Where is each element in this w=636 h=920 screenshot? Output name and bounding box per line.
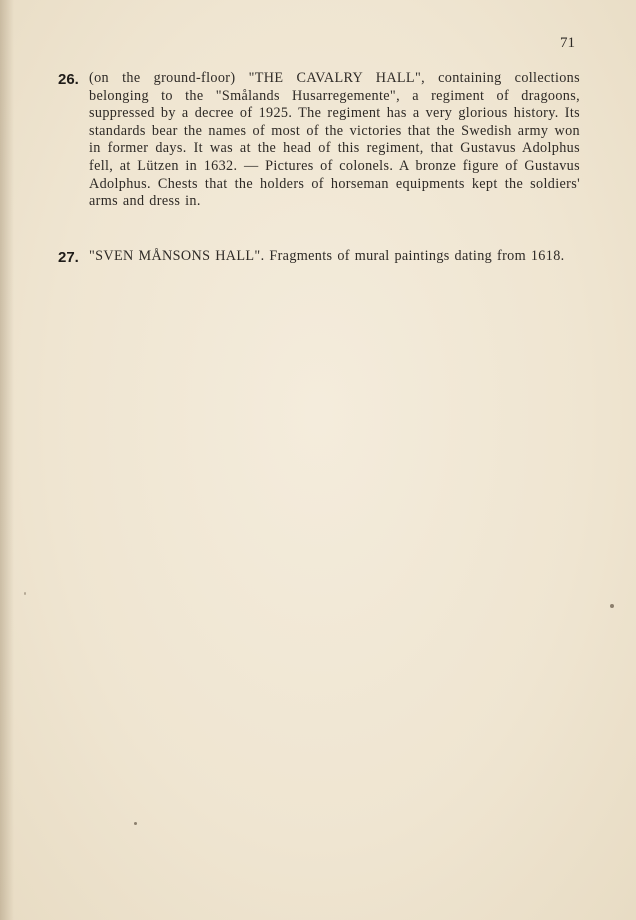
paper-speck	[134, 822, 137, 825]
entry-27	[58, 248, 580, 266]
paper-speck	[610, 604, 614, 608]
entry-text: (on the ground-floor) "THE CAVALRY HALL", containing collections belonging to the "Smålands Husarregemente", a regiment of dragoons, suppressed by a decree of 1925. The regiment has a very glorious history. Its standards bear the names of most of the victories that the Swedish army won in former days. It was at the head of this regiment, that Gustavus Adolphus fell, at Lützen in 1632. — Pictures of colonels. A bronze figure of Gustavus Adolphus. Chests that the holders of horseman equipments kept the soldiers' arms and dress in.	[89, 70, 580, 210]
entry-number: 27.	[58, 249, 79, 266]
paper-speck	[24, 592, 26, 595]
entry-26	[58, 70, 580, 211]
entry-text: "SVEN MÅNSONS HALL". Fragments of mural paintings dating from 1618.	[89, 248, 565, 264]
entry-number: 26.	[58, 71, 79, 88]
page-number: 71	[560, 35, 575, 51]
spine-shadow	[0, 0, 14, 920]
